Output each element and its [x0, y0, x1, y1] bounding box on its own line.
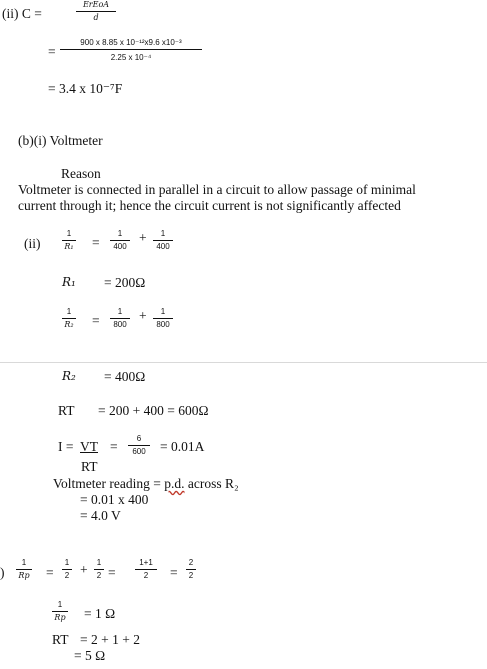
rp-term-b: 1 2	[94, 558, 104, 581]
current-label: I =	[58, 439, 74, 454]
r2-term-a: 1 800	[110, 307, 130, 330]
cap-label: (ii) C =	[2, 6, 42, 21]
rt-result: = 200 + 400 = 600Ω	[98, 403, 209, 418]
cap-formula-fraction	[76, 0, 116, 23]
r2-term-b: 1 800	[153, 307, 173, 330]
r1-fraction: 1 R₁	[62, 229, 76, 252]
current-vt: VT	[80, 439, 98, 454]
cap-result: = 3.4 x 10⁻⁷F	[48, 81, 123, 96]
cap-formula-numerator: ErEoA	[82, 0, 110, 9]
voltmeter-reading-line-3: = 4.0 V	[80, 508, 121, 523]
reason-line-2: current through it; hence the circuit current is not significantly affected	[18, 198, 401, 213]
current-rt: RT	[81, 459, 98, 474]
cap-substitution-denominator: 2.25 x 10⁻⁴	[110, 53, 152, 62]
voltmeter-reading: Voltmeter reading = p.d. across R₂	[53, 476, 239, 491]
cap-substitution-numerator: 900 x 8.85 x 10⁻¹²x9.6 x10⁻³	[80, 38, 182, 47]
c-rt-final: = 5 Ω	[74, 648, 106, 663]
r2-fraction: 1 R₂	[62, 307, 76, 330]
current-fraction: 6 600	[128, 434, 150, 457]
r1-result-label: R₁	[62, 275, 76, 289]
r2-result: = 400Ω	[104, 369, 146, 384]
b-i-heading: (b)(i) Voltmeter	[18, 133, 103, 148]
r1-result: = 200Ω	[104, 275, 146, 290]
cap-equals-2: =	[48, 44, 56, 59]
r1-term-a: 1 400	[110, 229, 130, 252]
rt-label: RT	[58, 403, 75, 418]
rp-final-fraction: 2 2	[186, 558, 196, 581]
c-lead: )	[0, 565, 5, 580]
reason-title: Reason	[61, 166, 101, 181]
cap-substitution-fraction	[60, 38, 202, 63]
r1-term-b: 1 400	[153, 229, 173, 252]
c-rt-label: RT	[52, 632, 69, 647]
rp-fraction: 1 Rp	[16, 558, 32, 581]
b-ii-label: (ii)	[24, 236, 41, 251]
rp-result-fraction: 1 Rp	[52, 600, 68, 623]
rp-result: = 1 Ω	[84, 606, 116, 621]
reason-line-1: Voltmeter is connected in parallel in a circuit to allow passage of minimal	[18, 182, 416, 197]
cap-formula-denominator: d	[93, 13, 99, 22]
c-rt-line: = 2 + 1 + 2	[80, 632, 140, 647]
page-divider	[0, 362, 487, 363]
rp-term-a: 1 2	[62, 558, 72, 581]
r2-result-label: R₂	[62, 369, 76, 383]
current-result: = 0.01A	[160, 439, 205, 454]
voltmeter-reading-line-2: = 0.01 x 400	[80, 492, 149, 507]
rp-sum-fraction: 1+1 2	[135, 558, 157, 581]
